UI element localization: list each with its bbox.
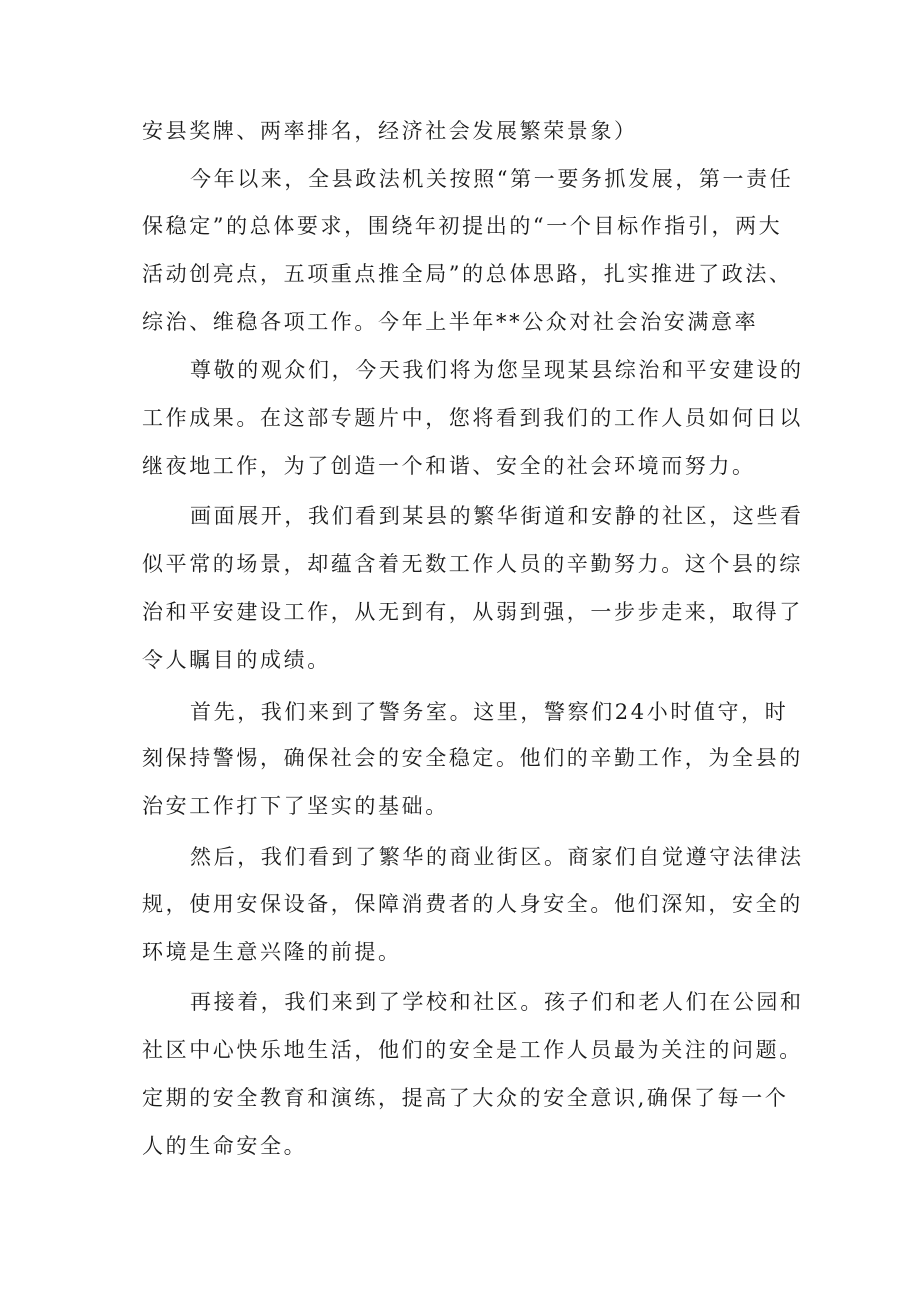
paragraph-3-line-2: 似平常的场景，却蕴含着无数工作人员的辛勤努力。这个县的综 <box>142 552 803 576</box>
paragraph-1-line-1: 今年以来，全县政法机关按照“第一要务抓发展，第一责任 <box>190 167 794 191</box>
paragraph-4-line-1: 首先，我们来到了警务室。这里，警察们24小时值守，时 <box>190 700 789 724</box>
paragraph-2-line-3: 继夜地工作，为了创造一个和谐、安全的社会环境而努力。 <box>142 454 756 478</box>
paragraph-1-line-4: 综治、维稳各项工作。今年上半年**公众对社会治安满意率 <box>142 310 759 334</box>
paragraph-3-line-3: 治和平安建设工作，从无到有，从弱到强，一步步走来，取得了 <box>142 600 803 624</box>
paragraph-1-line-2: 保稳定”的总体要求，围绕年初提出的“一个目标作指引，两大 <box>142 214 783 238</box>
paragraph-2-line-2: 工作成果。在这部专题片中，您将看到我们的工作人员如何日以 <box>142 406 803 430</box>
paragraph-5-line-3: 环境是生意兴隆的前提。 <box>142 940 402 964</box>
paragraph-6-line-4: 人的生命安全。 <box>142 1134 308 1158</box>
paragraph-6-line-3: 定期的安全教育和演练，提高了大众的安全意识,确保了每一个 <box>142 1086 789 1110</box>
paragraph-1-line-3: 活动创亮点，五项重点推全局”的总体思路，扎实推进了政法、 <box>142 262 793 286</box>
paragraph-4-line-3: 治安工作打下了坚实的基础。 <box>142 794 449 818</box>
paragraph-3-line-1: 画面展开，我们看到某县的繁华街道和安静的社区，这些看 <box>190 504 804 528</box>
paragraph-2-line-1: 尊敬的观众们，今天我们将为您呈现某县综治和平安建设的 <box>190 358 804 382</box>
paragraph-6-line-2: 社区中心快乐地生活，他们的安全是工作人员最为关注的问题。 <box>142 1038 803 1062</box>
text-line: 安县奖牌、两率排名，经济社会发展繁荣景象） <box>142 119 638 143</box>
paragraph-5-line-1: 然后，我们看到了繁华的商业街区。商家们自觉遵守法律法 <box>190 845 804 869</box>
paragraph-6-line-1: 再接着，我们来到了学校和社区。孩子们和老人们在公园和 <box>190 990 804 1014</box>
paragraph-4-line-2: 刻保持警惕，确保社会的安全稳定。他们的辛勤工作，为全县的 <box>142 746 803 770</box>
paragraph-5-line-2: 规，使用安保设备，保障消费者的人身安全。他们深知，安全的 <box>142 892 803 916</box>
paragraph-3-line-4: 令人瞩目的成绩。 <box>142 648 331 672</box>
